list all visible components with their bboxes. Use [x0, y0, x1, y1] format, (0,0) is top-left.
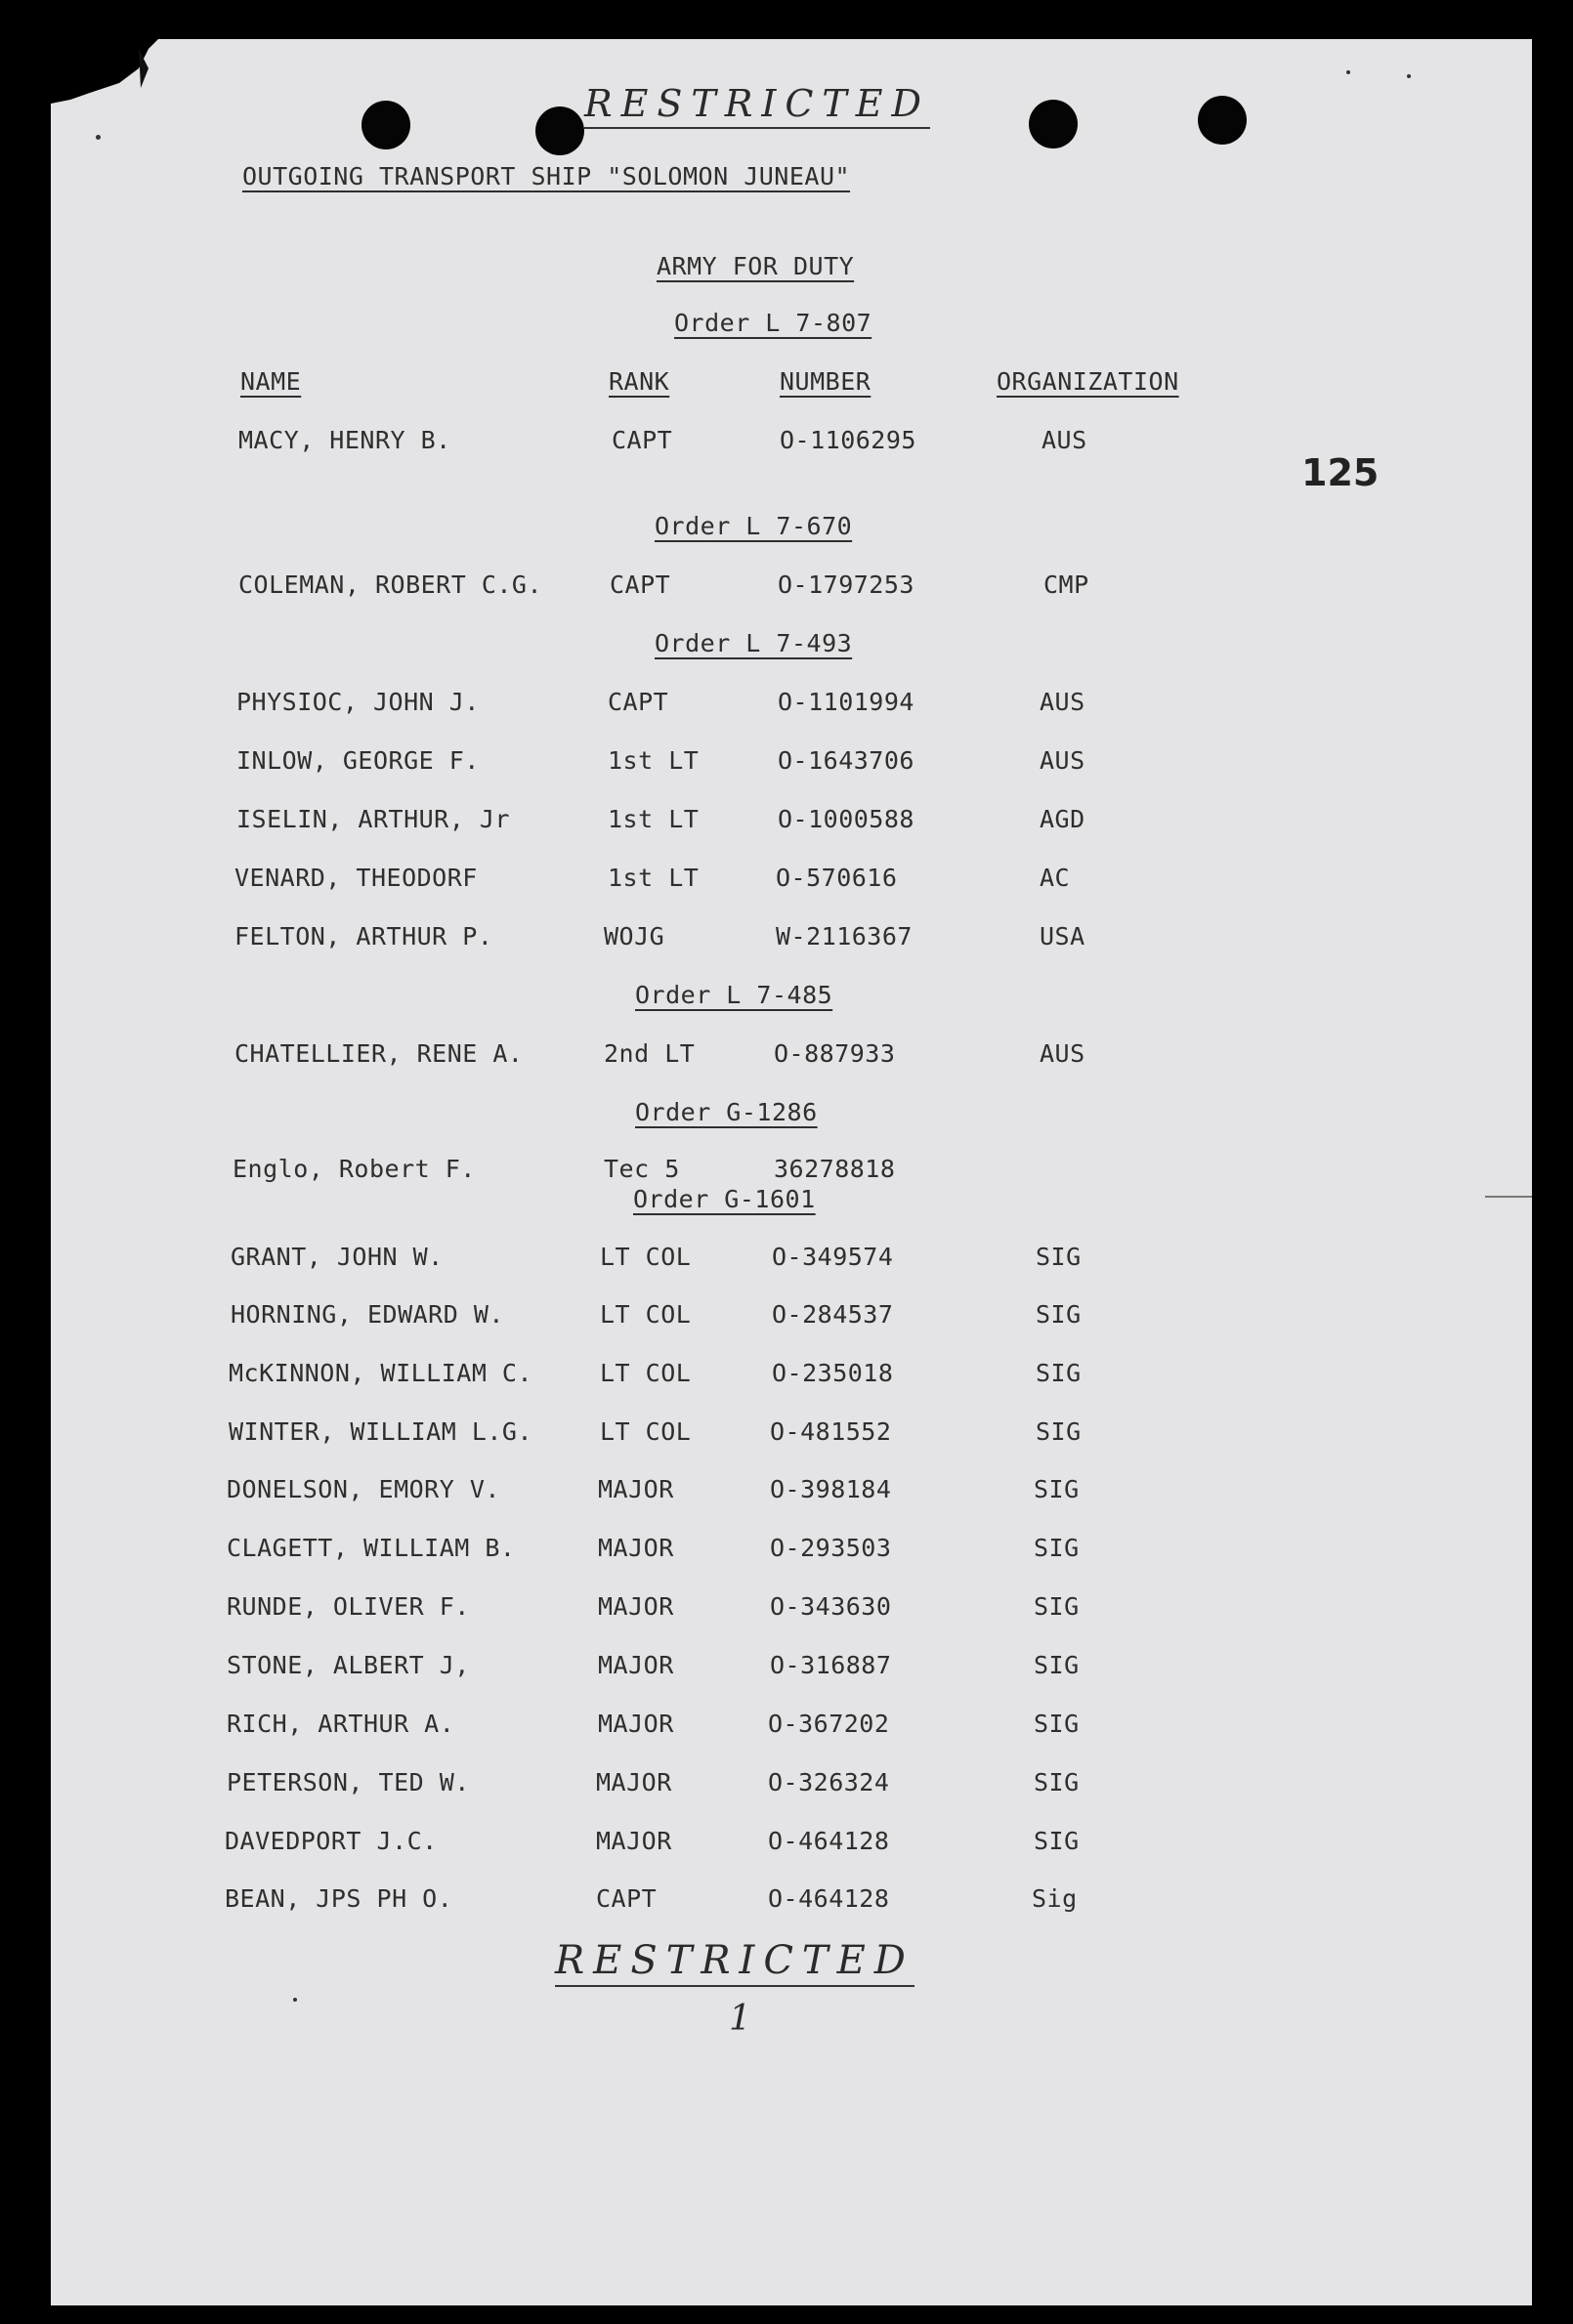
row-name: PETERSON, TED W. — [227, 1768, 470, 1796]
row-rank: LT COL — [600, 1359, 692, 1387]
row-name: COLEMAN, ROBERT C.G. — [238, 570, 543, 599]
row-name: McKINNON, WILLIAM C. — [229, 1359, 533, 1387]
ship-title: OUTGOING TRANSPORT SHIP "SOLOMON JUNEAU" — [242, 162, 851, 190]
row-name: DAVEDPORT J.C. — [225, 1827, 438, 1855]
row-name: CLAGETT, WILLIAM B. — [227, 1534, 516, 1562]
restricted-stamp-bottom: RESTRICTED — [555, 1938, 914, 1987]
row-number: O-326324 — [768, 1768, 890, 1796]
row-organization: SIG — [1036, 1300, 1082, 1329]
row-name: WINTER, WILLIAM L.G. — [229, 1417, 533, 1446]
row-rank: CAPT — [608, 688, 669, 716]
row-rank: LT COL — [600, 1243, 692, 1271]
restricted-stamp-top: RESTRICTED — [584, 82, 930, 129]
row-rank: WOJG — [604, 922, 665, 951]
row-organization: SIG — [1036, 1417, 1082, 1446]
row-number: O-1101994 — [778, 688, 914, 716]
row-rank: MAJOR — [598, 1475, 674, 1503]
column-header-number: NUMBER — [780, 367, 872, 396]
row-organization: Sig — [1032, 1884, 1078, 1913]
row-number: O-481552 — [770, 1417, 892, 1446]
row-rank: CAPT — [610, 570, 671, 599]
row-rank: CAPT — [596, 1884, 658, 1913]
row-name: RUNDE, OLIVER F. — [227, 1592, 470, 1621]
row-organization: SIG — [1034, 1827, 1080, 1855]
row-organization: SIG — [1034, 1592, 1080, 1621]
row-rank: LT COL — [600, 1300, 692, 1329]
row-number: O-349574 — [772, 1243, 894, 1271]
torn-corner-mark — [51, 39, 158, 117]
row-name: FELTON, ARTHUR P. — [234, 922, 493, 951]
speck — [1346, 70, 1350, 74]
row-name: VENARD, THEODORF — [234, 864, 478, 892]
row-organization: AUS — [1042, 426, 1087, 454]
order-heading: Order L 7-670 — [655, 512, 853, 540]
row-rank: 1st LT — [608, 746, 700, 775]
order-heading: Order L 7-807 — [674, 309, 872, 337]
row-number: O-464128 — [768, 1827, 890, 1855]
speck — [96, 135, 101, 140]
order-heading: Order G-1286 — [635, 1098, 818, 1126]
row-number: O-1000588 — [778, 805, 914, 833]
row-number: O-887933 — [774, 1039, 896, 1068]
section-title: ARMY FOR DUTY — [657, 252, 855, 280]
row-number: O-316887 — [770, 1651, 892, 1679]
row-rank: 1st LT — [608, 864, 700, 892]
row-number: O-464128 — [768, 1884, 890, 1913]
row-organization: SIG — [1034, 1534, 1080, 1562]
row-name: INLOW, GEORGE F. — [236, 746, 480, 775]
row-rank: MAJOR — [598, 1592, 674, 1621]
row-organization: CMP — [1043, 570, 1089, 599]
punch-hole-2 — [535, 106, 584, 155]
row-number: O-293503 — [770, 1534, 892, 1562]
row-rank: CAPT — [612, 426, 673, 454]
punch-hole-3 — [1029, 100, 1078, 148]
row-rank: LT COL — [600, 1417, 692, 1446]
row-rank: MAJOR — [598, 1534, 674, 1562]
row-organization: SIG — [1034, 1768, 1080, 1796]
row-organization: SIG — [1036, 1243, 1082, 1271]
row-name: ISELIN, ARTHUR, Jr — [236, 805, 510, 833]
row-organization: SIG — [1034, 1651, 1080, 1679]
row-rank: Tec 5 — [604, 1155, 680, 1183]
row-number: O-343630 — [770, 1592, 892, 1621]
speck — [1407, 74, 1411, 78]
row-number: O-570616 — [776, 864, 898, 892]
row-number: W-2116367 — [776, 922, 913, 951]
column-header-name: NAME — [240, 367, 302, 396]
column-header-rank: RANK — [609, 367, 670, 396]
column-header-organization: ORGANIZATION — [997, 367, 1179, 396]
row-name: DONELSON, EMORY V. — [227, 1475, 500, 1503]
page-stamp-number: 125 — [1301, 451, 1380, 494]
order-heading: Order G-1601 — [633, 1185, 816, 1213]
row-name: BEAN, JPS PH O. — [225, 1884, 453, 1913]
row-rank: 2nd LT — [604, 1039, 696, 1068]
page-number: 1 — [729, 1999, 751, 2039]
row-rank: MAJOR — [596, 1827, 672, 1855]
row-organization: AUS — [1040, 688, 1085, 716]
row-name: Englo, Robert F. — [233, 1155, 476, 1183]
speck — [293, 1998, 297, 2002]
row-number: O-1643706 — [778, 746, 914, 775]
row-number: O-235018 — [772, 1359, 894, 1387]
row-rank: 1st LT — [608, 805, 700, 833]
row-organization: SIG — [1034, 1475, 1080, 1503]
row-organization: AC — [1040, 864, 1071, 892]
row-name: MACY, HENRY B. — [238, 426, 451, 454]
order-heading: Order L 7-485 — [635, 981, 833, 1009]
row-rank: MAJOR — [596, 1768, 672, 1796]
row-rank: MAJOR — [598, 1710, 674, 1738]
row-name: GRANT, JOHN W. — [231, 1243, 444, 1271]
row-number: O-367202 — [768, 1710, 890, 1738]
row-rank: MAJOR — [598, 1651, 674, 1679]
punch-hole-1 — [361, 101, 410, 149]
order-heading: Order L 7-493 — [655, 629, 853, 657]
row-organization: SIG — [1036, 1359, 1082, 1387]
edge-mark — [1485, 1196, 1532, 1198]
row-organization: AUS — [1040, 1039, 1085, 1068]
row-organization: AUS — [1040, 746, 1085, 775]
row-name: STONE, ALBERT J, — [227, 1651, 470, 1679]
row-organization: AGD — [1040, 805, 1085, 833]
row-name: HORNING, EDWARD W. — [231, 1300, 504, 1329]
row-number: O-284537 — [772, 1300, 894, 1329]
row-number: 36278818 — [774, 1155, 896, 1183]
row-number: O-398184 — [770, 1475, 892, 1503]
row-organization: SIG — [1034, 1710, 1080, 1738]
punch-hole-4 — [1198, 96, 1247, 145]
row-organization: USA — [1040, 922, 1085, 951]
row-name: CHATELLIER, RENE A. — [234, 1039, 524, 1068]
row-name: RICH, ARTHUR A. — [227, 1710, 455, 1738]
row-number: O-1106295 — [780, 426, 916, 454]
row-name: PHYSIOC, JOHN J. — [236, 688, 480, 716]
row-number: O-1797253 — [778, 570, 914, 599]
